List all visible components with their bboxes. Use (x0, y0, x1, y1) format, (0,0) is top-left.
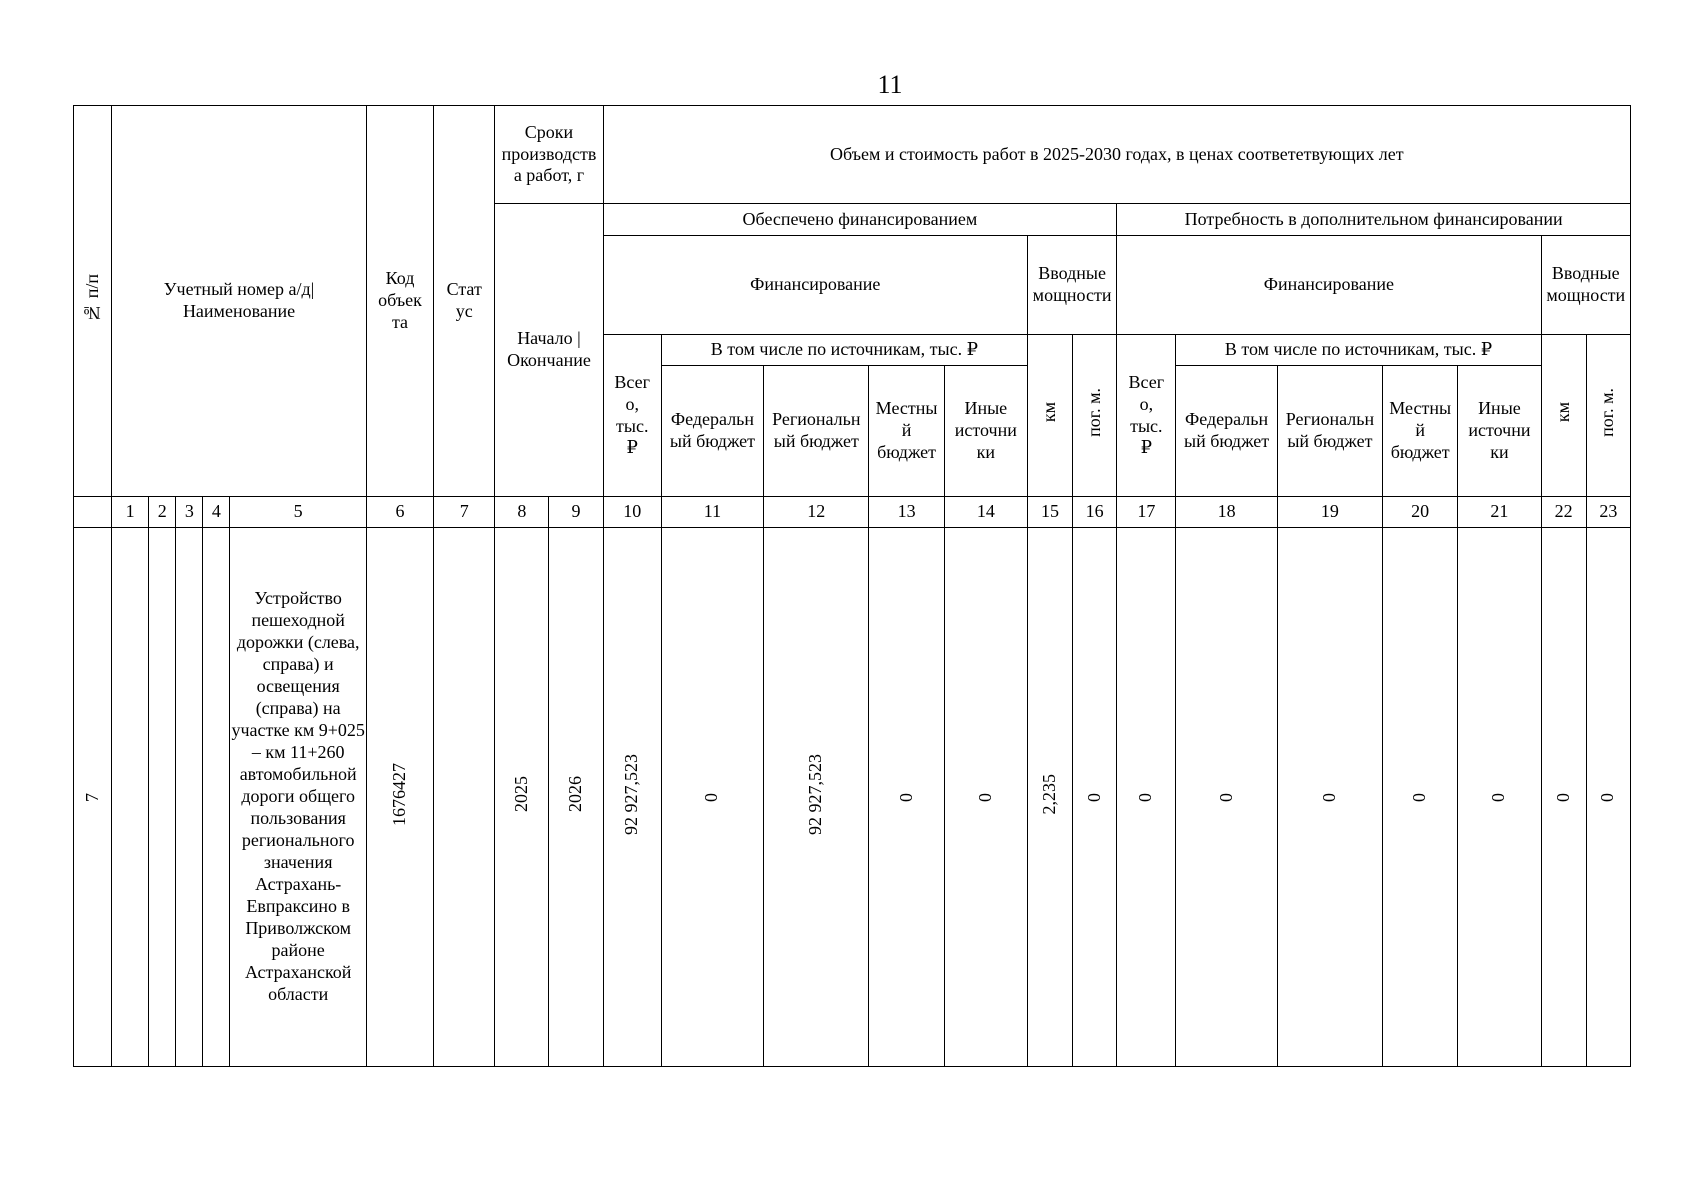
cell-empty-3 (176, 528, 203, 1067)
row-needed-m: 0 (1586, 528, 1630, 1067)
header-code: Код объекта (366, 106, 433, 497)
row-secured-federal: 0 (661, 528, 763, 1067)
column-number: 21 (1458, 497, 1541, 528)
column-number: 20 (1383, 497, 1458, 528)
column-number: 12 (764, 497, 869, 528)
header-financing-secured: Финансирование (603, 236, 1027, 335)
row-status (434, 528, 495, 1067)
column-number: 14 (944, 497, 1027, 528)
column-number: 6 (366, 497, 433, 528)
header-other-needed: Иные источники (1458, 366, 1541, 497)
row-secured-km: 2,235 (1027, 528, 1072, 1067)
cell-empty-4 (203, 528, 230, 1067)
header-total-needed: Всего, тыс. ₽ (1117, 335, 1176, 497)
header-m-secured: пог. м. (1073, 335, 1117, 497)
header-regional-needed: Региональный бюджет (1277, 366, 1382, 497)
column-number: 22 (1541, 497, 1586, 528)
header-terms: Сроки производства работ, г (495, 106, 603, 204)
header-total-secured: Всего, тыс. ₽ (603, 335, 661, 497)
column-number: 19 (1277, 497, 1382, 528)
row-secured-m: 0 (1073, 528, 1117, 1067)
column-number: 10 (603, 497, 661, 528)
row-secured-local: 0 (869, 528, 944, 1067)
row-needed-federal: 0 (1176, 528, 1277, 1067)
column-number: 1 (112, 497, 149, 528)
column-number: 5 (230, 497, 366, 528)
row-secured-regional: 92 927,523 (764, 528, 869, 1067)
header-needed: Потребность в дополнительном финансировании (1117, 204, 1631, 236)
row-code: 1676427 (366, 528, 433, 1067)
header-federal-secured: Федеральный бюджет (661, 366, 763, 497)
row-end: 2026 (549, 528, 603, 1067)
table-row (74, 528, 1631, 1067)
header-capacity-secured: Вводные мощности (1027, 236, 1116, 335)
header-local-secured: Местный бюджет (869, 366, 944, 497)
row-needed-other: 0 (1458, 528, 1541, 1067)
header-m-needed: пог. м. (1586, 335, 1630, 497)
header-by-source-needed: В том числе по источникам, тыс. ₽ (1176, 335, 1541, 366)
column-number: 17 (1117, 497, 1176, 528)
column-number: 11 (661, 497, 763, 528)
header-status: Статус (434, 106, 495, 497)
row-name: Устройство пешеходной дорожки (слева, справа) и освещения (справа) на участке км 9+025 – км 11+260 автомобильной дороги общего пользования регионального значения Астрахань-Евпраксино в Приволжском районе Астраханской области (230, 528, 366, 1067)
header-account: Учетный номер а/д| Наименование (112, 106, 367, 497)
header-financing-needed: Финансирование (1117, 236, 1541, 335)
page-number: 11 (877, 70, 903, 99)
column-number: 23 (1586, 497, 1630, 528)
row-start: 2025 (495, 528, 549, 1067)
row-needed-local: 0 (1383, 528, 1458, 1067)
column-number: 3 (176, 497, 203, 528)
header-km-secured: км (1027, 335, 1072, 497)
row-secured-other: 0 (944, 528, 1027, 1067)
header-start-end: Начало | Окончание (495, 204, 603, 497)
header-capacity-needed: Вводные мощности (1541, 236, 1630, 335)
header-other-secured: Иные источники (944, 366, 1027, 497)
header-federal-needed: Федеральный бюджет (1176, 366, 1277, 497)
row-needed-km: 0 (1541, 528, 1586, 1067)
column-number: 2 (149, 497, 176, 528)
column-number: 16 (1073, 497, 1117, 528)
column-number: 18 (1176, 497, 1277, 528)
column-number: 4 (203, 497, 230, 528)
row-num: 7 (74, 528, 112, 1067)
column-number: 9 (549, 497, 603, 528)
header-local-needed: Местный бюджет (1383, 366, 1458, 497)
column-number-blank (74, 497, 112, 528)
header-km-needed: км (1541, 335, 1586, 497)
column-number: 13 (869, 497, 944, 528)
column-number: 8 (495, 497, 549, 528)
works-table (73, 105, 1631, 1067)
column-number: 7 (434, 497, 495, 528)
row-needed-regional: 0 (1277, 528, 1382, 1067)
header-secured: Обеспечено финансированием (603, 204, 1117, 236)
header-num: № п/п (74, 106, 112, 497)
header-volume: Объем и стоимость работ в 2025-2030 годах, в ценах соответетвующих лет (603, 106, 1630, 204)
header-regional-secured: Региональный бюджет (764, 366, 869, 497)
cell-empty-2 (149, 528, 176, 1067)
cell-empty-1 (112, 528, 149, 1067)
column-number: 15 (1027, 497, 1072, 528)
row-needed-total: 0 (1117, 528, 1176, 1067)
header-by-source-secured: В том числе по источникам, тыс. ₽ (661, 335, 1027, 366)
row-secured-total: 92 927,523 (603, 528, 661, 1067)
